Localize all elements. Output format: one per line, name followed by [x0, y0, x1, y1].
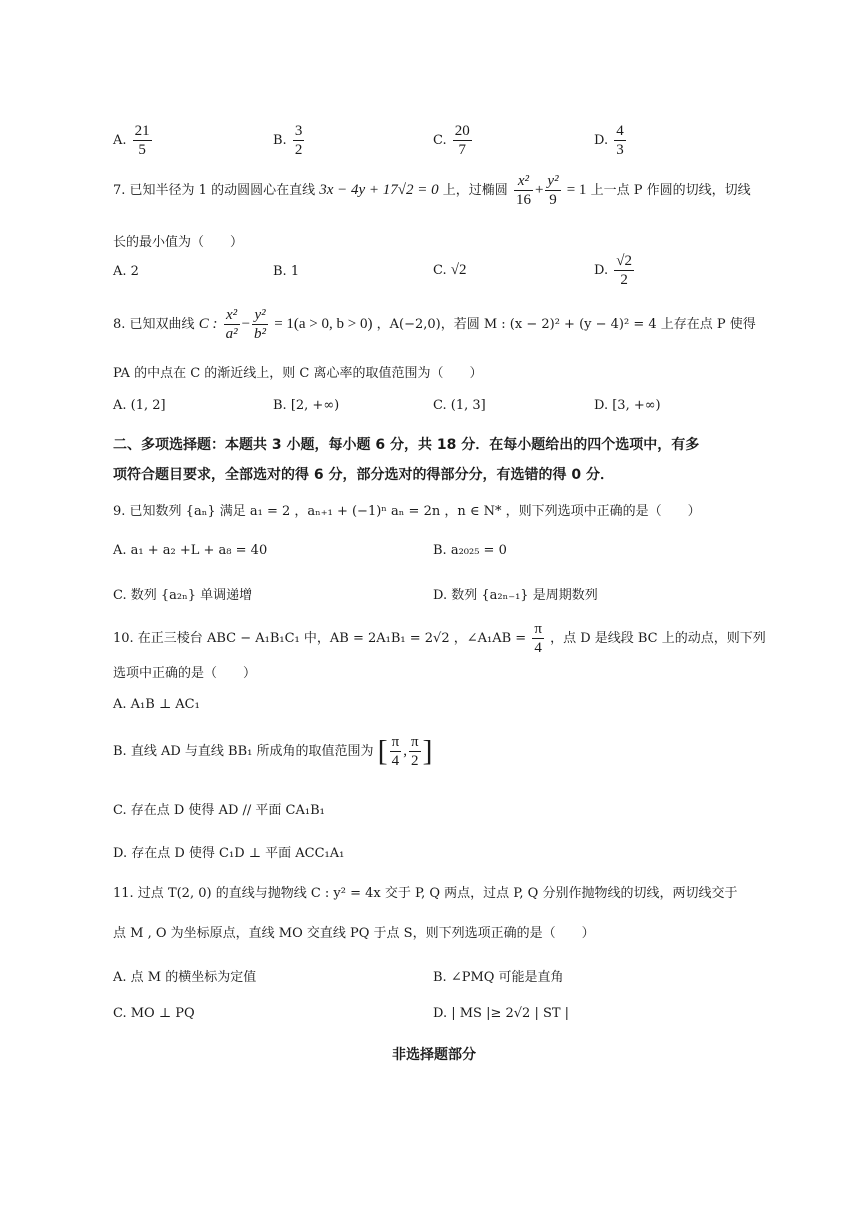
stem-text: 上一点 P 作圆的切线，切线	[590, 183, 751, 198]
fraction	[614, 252, 634, 289]
q7-option-c	[433, 262, 467, 279]
q10-option-d: D. 存在点 D 使得 C₁D ⊥ 平面 ACC₁A₁	[113, 846, 345, 861]
bracket: ]	[422, 734, 433, 768]
q9-stem: 9. 已知数列 {aₙ} 满足 a₁ = 2 ，aₙ₊₁ + (−1)ⁿ aₙ = 2n ，n ∈ N* ，则下列选项中正确的是（ ）	[113, 504, 701, 519]
numerator: π	[410, 734, 419, 750]
numerator: π	[391, 734, 400, 750]
stem-text: 8. 已知双曲线	[113, 317, 195, 332]
q7-option-d	[594, 252, 636, 289]
fraction	[532, 620, 544, 657]
q7-option-b: B. 1	[273, 264, 300, 279]
fraction	[614, 122, 626, 159]
q7-option-a: A. 2	[113, 264, 139, 279]
fraction	[390, 733, 402, 770]
q11-option-d: D. | MS |≥ 2√2 | ST |	[433, 1006, 570, 1021]
numerator: √2	[616, 253, 632, 269]
q11-option-a: A. 点 M 的横坐标为定值	[113, 970, 257, 985]
fraction	[133, 122, 152, 159]
denominator: 7	[458, 142, 467, 158]
comma: ,	[403, 743, 407, 759]
stem-text: ，点 D 是线段 BC 上的动点，则下列	[550, 631, 766, 646]
numerator: 4	[616, 123, 624, 139]
q10-option-b	[113, 733, 433, 770]
stem-text: 10. 在正三棱台 ABC − A₁B₁C₁ 中，AB = 2A₁B₁ = 2√2 ，∠A₁AB =	[113, 631, 527, 646]
denominator: 2	[294, 142, 303, 158]
denominator: 5	[138, 142, 146, 158]
numerator: y²	[252, 306, 268, 325]
denominator: 16	[515, 192, 531, 208]
numerator: y²	[547, 173, 559, 189]
denominator: a²	[225, 326, 238, 342]
option-label: D.	[594, 263, 609, 278]
denominator: b²	[254, 326, 267, 342]
option-label: B.	[273, 133, 287, 148]
condition: = 1(a > 0, b > 0)	[274, 316, 373, 332]
q8-stem-line2: PA 的中点在 C 的渐近线上，则 C 离心率的取值范围为（ ）	[113, 366, 483, 381]
fraction	[409, 733, 421, 770]
option-label: D.	[594, 133, 609, 148]
q8-option-c: C. (1, 3]	[433, 398, 486, 413]
q10-stem-line2: 选项中正确的是（ ）	[113, 666, 257, 681]
bracket: [	[377, 734, 388, 768]
q7-stem-line2: 长的最小值为（ ）	[113, 235, 244, 250]
fraction	[224, 306, 240, 343]
section-heading: 二、多项选择题：本题共 3 小题，每小题 6 分，共 18 分．在每小题给出的四个选项中，有多	[113, 437, 700, 453]
stem-text: 7. 已知半径为 1 的动圆圆心在直线	[113, 183, 316, 198]
part-heading: 非选择题部分	[392, 1047, 476, 1063]
q8-option-b: B. [2, +∞)	[273, 398, 340, 413]
numerator: 3	[294, 123, 303, 139]
q8-stem: 8. 已知双曲线 C : $\frac{\text{x²}}{\text{a²}}$ − $\frac{\text{y²}}{\text{b²}}$ = 1(a > 0, b > 0) ，A(−2,0)，若圆 M : (x − 2)² + (y − 4)² = 4 上存在点 P 使得	[113, 307, 756, 342]
q6-option-c	[433, 122, 474, 159]
option-value: √2	[450, 262, 467, 278]
numerator: x²	[224, 306, 240, 325]
q9-option-d: D. 数列 {a₂ₙ₋₁} 是周期数列	[433, 588, 598, 603]
numerator: 20	[454, 123, 470, 139]
option-label: A.	[113, 133, 127, 148]
q8-option-a: A. (1, 2]	[113, 398, 166, 413]
q6-option-a	[113, 122, 154, 159]
fraction	[252, 306, 268, 343]
numerator: π	[534, 621, 542, 637]
q11-option-c: C. MO ⊥ PQ	[113, 1006, 195, 1021]
denominator: 2	[620, 272, 628, 288]
fraction	[453, 122, 472, 159]
q11-stem-line2: 点 M , O 为坐标原点，直线 MO 交直线 PQ 于点 S，则下列选项正确的是（ ）	[113, 926, 595, 941]
curve-name: C :	[198, 316, 218, 332]
equation-rhs: = 1	[566, 182, 587, 198]
fraction	[545, 172, 560, 209]
fraction	[514, 172, 533, 209]
line-equation: 3x − 4y + 17√2 = 0	[319, 182, 439, 198]
q6-option-d	[594, 122, 628, 159]
q10-stem	[113, 620, 766, 657]
stem-text: 上，过椭圆	[442, 183, 508, 198]
option-label: C.	[433, 263, 447, 278]
q7-stem: 7. 已知半径为 1 的动圆圆心在直线 3x − 4y + 17√2 = 0 上，过椭圆 $\frac{\text{x²}}{16}$ + $\frac{\text{y²}}{9}$ = 1 上一点 P 作圆的切线，切线	[113, 173, 751, 208]
option-label: C.	[433, 133, 447, 148]
denominator: 4	[534, 640, 542, 656]
q10-option-a: A. A₁B ⊥ AC₁	[113, 697, 200, 712]
q9-option-b: B. a₂₀₂₅ = 0	[433, 543, 507, 558]
option-text: B. 直线 AD 与直线 BB₁ 所成角的取值范围为	[113, 744, 374, 759]
q11-stem: 11. 过点 T(2, 0) 的直线与抛物线 C : y² = 4x 交于 P, Q 两点，过点 P, Q 分别作抛物线的切线，两切线交于	[113, 886, 738, 901]
fraction	[293, 122, 305, 159]
denominator: 9	[549, 192, 557, 208]
q9-option-c: C. 数列 {a₂ₙ} 单调递增	[113, 588, 253, 603]
q11-option-b: B. ∠PMQ 可能是直角	[433, 970, 564, 985]
q10-option-c: C. 存在点 D 使得 AD // 平面 CA₁B₁	[113, 803, 325, 818]
denominator: 4	[391, 753, 400, 769]
denominator: 2	[410, 753, 419, 769]
q6-option-b	[273, 122, 306, 159]
numerator: 21	[134, 123, 150, 139]
q9-option-a: A. a₁ + a₂ +L + a₈ = 40	[113, 543, 268, 558]
stem-text: ，A(−2,0)，若圆 M : (x − 2)² + (y − 4)² = 4 上存在点 P 使得	[376, 317, 756, 332]
denominator: 3	[616, 142, 624, 158]
section-heading-line2: 项符合题目要求，全部选对的得 6 分，部分选对的得部分分，有选错的得 0 分．	[113, 467, 614, 483]
numerator: x²	[514, 172, 533, 191]
q8-option-d: D. [3, +∞)	[594, 398, 661, 413]
